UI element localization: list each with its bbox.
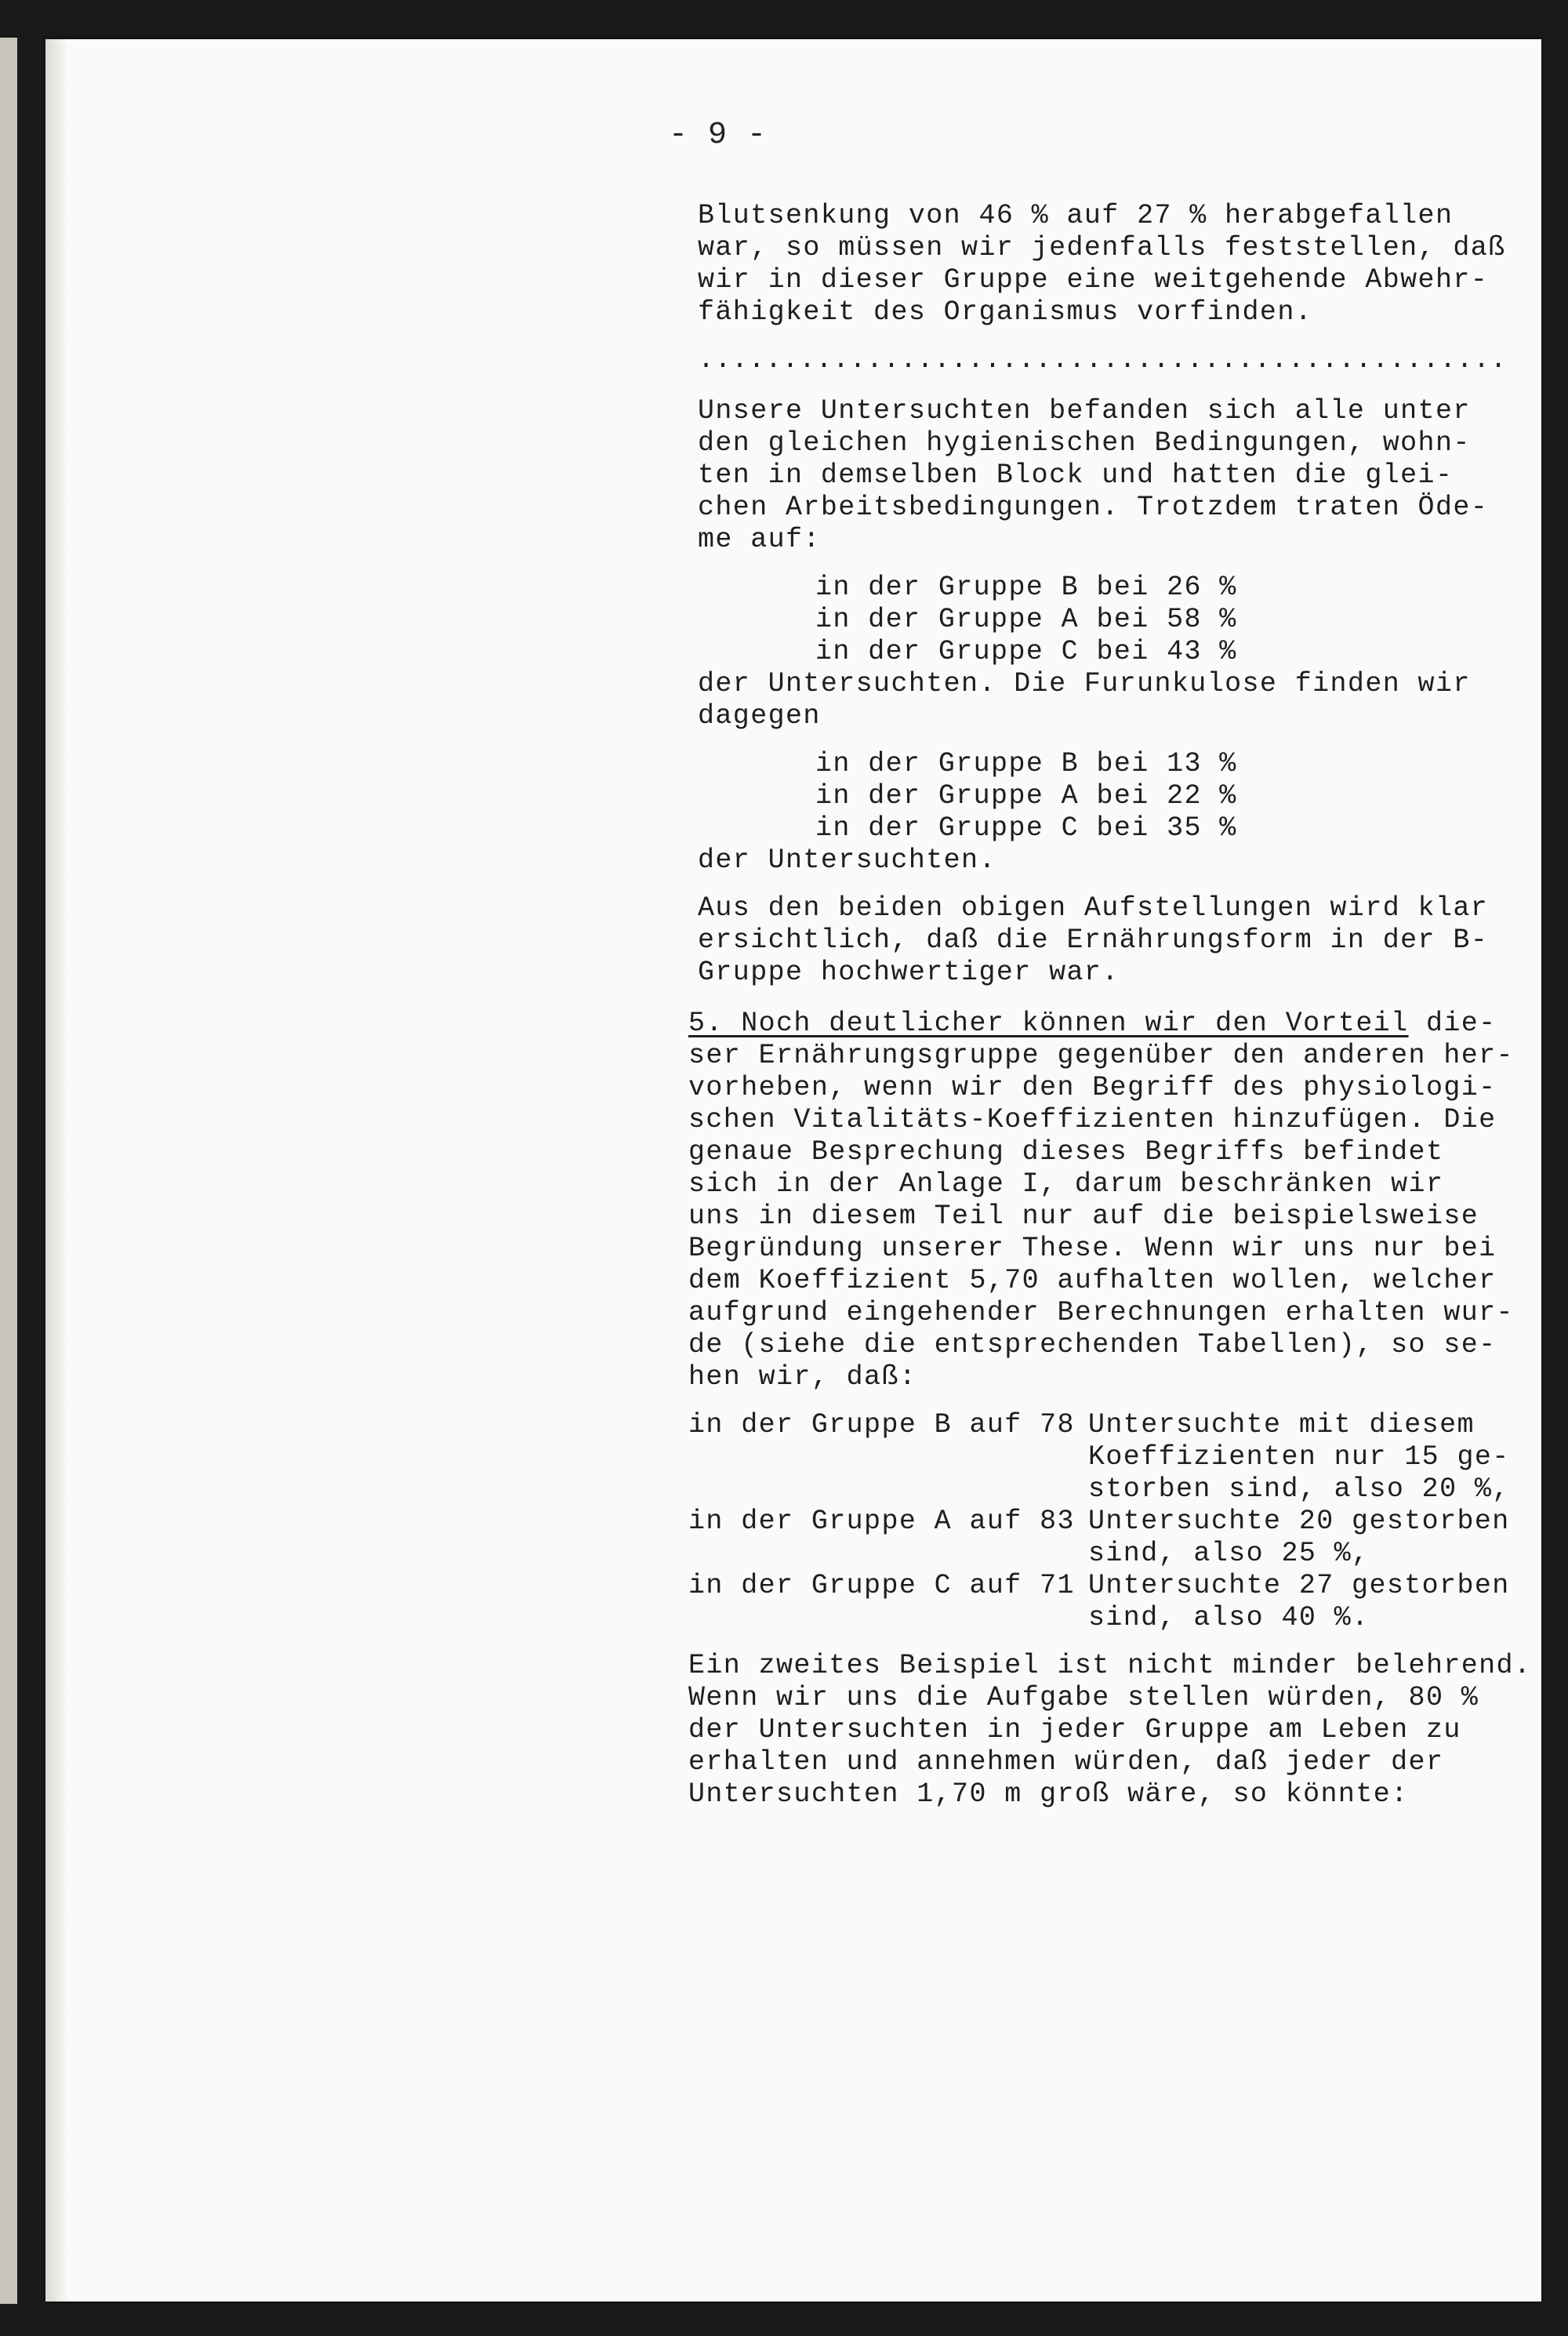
text-line: Unsere Untersuchten befanden sich alle unter bbox=[698, 395, 1471, 427]
list-item: in der Gruppe C bei 43 % bbox=[815, 636, 1237, 667]
text-line: uns in diesem Teil nur auf die beispielsweise bbox=[688, 1201, 1479, 1232]
text-line: hen wir, daß: bbox=[688, 1361, 917, 1393]
oedeme-list bbox=[698, 572, 1529, 668]
group-c-row bbox=[688, 1570, 1529, 1602]
text-line: ersichtlich, daß die Ernährungsform in der B- bbox=[698, 925, 1489, 956]
paragraph-blutsenkung bbox=[698, 200, 1529, 329]
furunkulose-list bbox=[698, 748, 1529, 845]
paragraph-second-example bbox=[688, 1650, 1532, 1811]
text-line: wir in dieser Gruppe eine weitgehende Abwehr- bbox=[698, 264, 1489, 296]
page-number: - 9 - bbox=[669, 118, 768, 153]
text-line: dagegen bbox=[698, 700, 821, 732]
text-line: Untersuchten 1,70 m groß wäre, so könnte: bbox=[688, 1778, 1409, 1810]
document-page bbox=[45, 39, 1541, 2301]
text-line: dem Koeffizient 5,70 aufhalten wollen, welcher bbox=[688, 1265, 1497, 1296]
text-line: erhalten und annehmen würden, daß jeder der bbox=[688, 1746, 1444, 1778]
text-line: chen Arbeitsbedingungen. Trotzdem traten Öde- bbox=[698, 492, 1489, 523]
list-item: in der Gruppe C bei 35 % bbox=[815, 812, 1237, 844]
text-line: den gleichen hygienischen Bedingungen, wohn- bbox=[698, 427, 1471, 459]
text-line: genaue Besprechung dieses Begriffs befindet bbox=[688, 1136, 1444, 1168]
list-item: in der Gruppe A bei 58 % bbox=[815, 604, 1237, 635]
text-line: sich in der Anlage I, darum beschränken wir bbox=[688, 1168, 1444, 1200]
group-b-label: in der Gruppe B auf 78 bbox=[688, 1409, 1075, 1440]
binding-strip bbox=[0, 38, 17, 2304]
list-item: in der Gruppe B bei 13 % bbox=[815, 748, 1237, 779]
page-gutter-shadow bbox=[45, 39, 69, 2301]
text-line: me auf: bbox=[698, 524, 821, 555]
group-c-label: in der Gruppe C auf 71 bbox=[688, 1570, 1075, 1601]
text-line: der Untersuchten. bbox=[698, 845, 996, 876]
dotted-separator: ................................................ bbox=[698, 344, 1508, 376]
group-b-detail: Untersuchte mit diesem bbox=[1088, 1409, 1475, 1440]
typed-text-column bbox=[688, 200, 1532, 1811]
text-line: der Untersuchten. Die Furunkulose finden wir bbox=[698, 668, 1471, 699]
text-line: sind, also 25 %, bbox=[1088, 1538, 1370, 1569]
group-a-detail: Untersuchte 20 gestorben bbox=[1088, 1506, 1510, 1537]
list-item: in der Gruppe A bei 22 % bbox=[815, 780, 1237, 812]
group-a-label: in der Gruppe A auf 83 bbox=[688, 1506, 1075, 1537]
text-line: Aus den beiden obigen Aufstellungen wird klar bbox=[698, 892, 1489, 924]
text-line: Blutsenkung von 46 % auf 27 % herabgefallen bbox=[698, 200, 1454, 231]
paragraph-untersuchten bbox=[698, 395, 1529, 556]
group-a-row bbox=[688, 1506, 1529, 1538]
text-line: sind, also 40 %. bbox=[1088, 1602, 1370, 1633]
section-5-heading-rest: die- bbox=[1408, 1008, 1497, 1039]
text-line bbox=[688, 1008, 1529, 1040]
text-line: war, so müssen wir jedenfalls feststellen, daß bbox=[698, 232, 1506, 263]
group-c-detail: Untersuchte 27 gestorben bbox=[1088, 1570, 1510, 1601]
group-b-row bbox=[688, 1409, 1529, 1441]
paragraph-conclusion bbox=[698, 845, 1529, 989]
text-line: de (siehe die entsprechenden Tabellen), so se- bbox=[688, 1329, 1497, 1361]
text-line: der Untersuchten in jeder Gruppe am Leben zu bbox=[688, 1714, 1461, 1746]
section-5-heading: 5. Noch deutlicher können wir den Vorteil bbox=[688, 1008, 1409, 1039]
text-line: Ein zweites Beispiel ist nicht minder belehrend. bbox=[688, 1650, 1532, 1681]
group-comparison bbox=[688, 1409, 1529, 1634]
text-line: fähigkeit des Organismus vorfinden. bbox=[698, 296, 1313, 328]
text-line: Wenn wir uns die Aufgabe stellen würden, 80 % bbox=[688, 1682, 1479, 1713]
text-line: Koeffizienten nur 15 ge- bbox=[1088, 1441, 1510, 1473]
paragraph-furunkulose bbox=[698, 668, 1529, 732]
text-line: vorheben, wenn wir den Begriff des physiologi- bbox=[688, 1072, 1497, 1103]
section-5 bbox=[688, 1008, 1529, 1393]
text-line: storben sind, also 20 %, bbox=[1088, 1473, 1510, 1505]
list-item: in der Gruppe B bei 26 % bbox=[815, 572, 1237, 603]
text-line: aufgrund eingehender Berechnungen erhalten wur- bbox=[688, 1297, 1514, 1328]
text-line: schen Vitalitäts-Koeffizienten hinzufügen. Die bbox=[688, 1104, 1497, 1135]
text-line: Begründung unserer These. Wenn wir uns nur bei bbox=[688, 1233, 1497, 1264]
text-line: ser Ernährungsgruppe gegenüber den anderen her- bbox=[688, 1040, 1514, 1071]
text-line: Gruppe hochwertiger war. bbox=[698, 957, 1120, 988]
text-line: ten in demselben Block und hatten die glei- bbox=[698, 460, 1454, 491]
